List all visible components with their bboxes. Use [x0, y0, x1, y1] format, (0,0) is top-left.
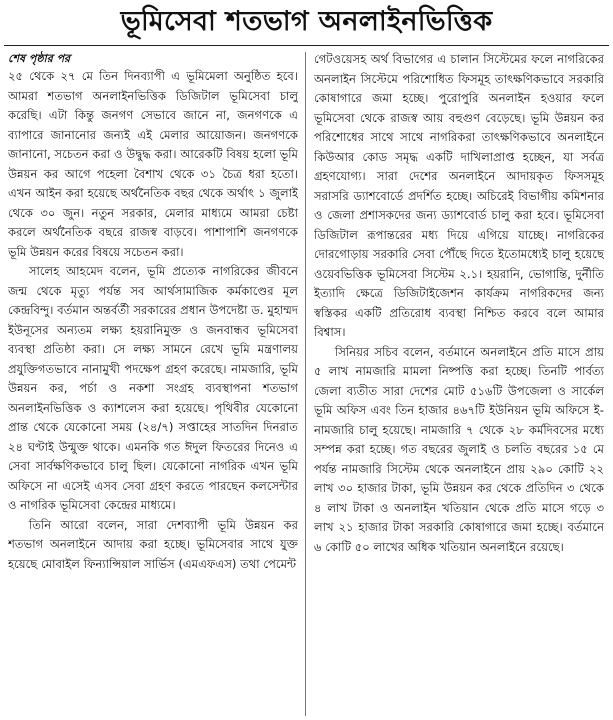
continued-label: শেষ পৃষ্ঠার পর — [8, 52, 71, 65]
paragraph-right-1: গেটওয়েসহ অর্থ বিভাগের এ চালান সিস্টেমের ফলে নাগরিকের অনলাইন সিস্টেমে পরিশোধিত ফিসমূহ তাৎক্ষণিকভাবে সরকারি কোষাগারে জমা হচ্ছে। পুরোপুরি অনলাইন হওয়ার ফলে ভূমিসেবা থেকে রাজস্ব আয় বহুগুণ বেড়েছে। ভূমি উন্নয়ন কর পরিশোধের সাথে সাথে নাগরিকরা তাৎক্ষণিকভাবে অনলাইনে কিউআর কোড সমৃদ্ধ একটি দাখিলাপ্রাপ্ত হচ্ছেন, যা সর্বত্র গ্রহণযোগ্য। সারা দেশের অনলাইনে আদায়কৃত ফিসসমূহ সরাসরি ড্যাশবোর্ডে প্রদর্শিত হচ্ছে। অচিরেই বিভাগীয় কমিশনার ও জেলা প্রশাসকদের জন্য ড্যাশবোর্ড চালু করা হবে। ভূমিসেবা ডিজিটাল রূপান্তরের মধ্য দিয়ে এগিয়ে যাচ্ছে। নাগরিকের দোরগোড়ায় সরকারি সেবা পৌঁছে দিতে ইতোমধ্যেই চালু হয়েছে ওয়েবভিত্তিক ভূমিসেবা সিস্টেম ২.১। হয়রানি, ভোগান্তি, দুর্নীতি ইত্যাদি ক্ষেত্রে ডিজিটাইজেশন কার্যক্রম নাগরিকদের জন্য স্বস্তিকর একটি প্রতিরোধ ব্যবস্থা নিশ্চিত করবে বলে আমার বিশ্বাস। — [314, 52, 604, 339]
headline: ভূমিসেবা শতভাগ অনলাইনভিত্তিক — [120, 6, 493, 37]
article-column-left — [8, 50, 298, 718]
column-divider — [305, 52, 306, 716]
headline-rule — [4, 45, 609, 46]
paragraph-left-3: তিনি আরো বলেন, সারা দেশব্যাপী ভূমি উন্নয়ন কর শতভাগ অনলাইনে আদায় করা হচ্ছে। ভূমিসেবার সাথে যুক্ত হয়েছে মোবাইল ফিন্যান্সিয়াল সার্ভিস (এমএফএস) তথা পেমেন্ট — [8, 517, 298, 571]
paragraph-right-2: সিনিয়র সচিব বলেন, বর্তমানে অনলাইনে প্রতি মাসে প্রায় ৫ লাখ নামজারি মামলা নিষ্পত্তি করা হচ্ছে। তিনটি পার্বত্য জেলা ব্যতীত সারা দেশের মোট ৫১৬টি উপজেলা ও সার্কেল ভূমি অফিস এবং তিন হাজার ৪৬৭টি ইউনিয়ন ভূমি অফিসে ই-নামজারি চালু হয়েছে। নামজারি ৭ থেকে ২৮ কর্মদিবসের মধ্যে সম্পন্ন করা হচ্ছে। গত বছরের জুলাই ও চলতি বছরের ১৫ মে পর্যন্ত নামজারি সিস্টেম থেকে অনলাইনে প্রায় ২৯০ কোটি ২২ লাখ ৩০ হাজার টাকা, ভূমি উন্নয়ন কর থেকে প্রতিদিন ৩ থেকে ৪ লাখ টাকা ও অনলাইন খতিয়ান থেকে প্রতি মাসে গড়ে ৩ লাখ ২১ হাজার টাকা সরকারি কোষাগারে জমা হচ্ছে। বর্তমানে ৬ কোটি ৫০ লাখের অধিক খতিয়ান অনলাইনে রয়েছে। — [314, 344, 604, 554]
paragraph-left-2: সালেহ আহমেদ বলেন, ভূমি প্রত্যেক নাগরিকের জীবনে জন্ম থেকে মৃত্যু পর্যন্ত সব আর্থসামাজিক কর্মকাণ্ডের মূল কেন্দ্রবিন্দু। বর্তমান অন্তর্বর্তী সরকারের প্রধান উপদেষ্টা ড. মুহাম্মদ ইউনূসের অন্যতম লক্ষ্য হয়রানিমুক্ত ও জনবান্ধব ভূমিসেবা ব্যবস্থা প্রতিষ্ঠা করা। সে লক্ষ্য সামনে রেখে ভূমি মন্ত্রণালয় প্রযুক্তিগতভাবে নানামুখী পদক্ষেপ গ্রহণ করেছে। নামজারি, ভূমি উন্নয়ন কর, পর্চা ও নকশা সংগ্রহ ব্যবস্থাপনা শতভাগ অনলাইনভিত্তিক ও ক্যাশলেস করা হয়েছে। পৃথিবীর যেকোনো প্রান্ত থেকে যেকোনো সময় (২৪/৭) সপ্তাহের সাতদিন দিনরাত ২৪ ঘণ্টাই উন্মুক্ত থাকে। এমনকি গত ঈদুল ফিতরের দিনেও এ সেবা সার্বক্ষণিকভাবে চালু ছিল। যেকোনো নাগরিক এখন ভূমি অফিসে না এসেই এসব সেবা গ্রহণ করতে পারছেন কলসেন্টার ও নাগরিক ভূমিসেবা কেন্দ্রের মাধ্যমে। — [8, 264, 298, 512]
paragraph-left-1: ২৫ থেকে ২৭ মে তিন দিনব্যাপী এ ভূমিমেলা অনুষ্ঠিত হবে। আমরা শতভাগ অনলাইনভিত্তিক ডিজিটাল ভূমিসেবা চালু করেছি। এটা কিন্তু জনগণ সেভাবে জানে না, জনগণকে এ ব্যাপারে জানানোর জন্যই এই মেলার আয়োজন। জনগণকে জানানো, সচেতন করা ও উদ্বুদ্ধ করা। আরেকটি বিষয় হলো ভূমি উন্নয়ন কর আগে পহেলা বৈশাখ থেকে ৩১ চৈত্র ধরা হতো। এখন আইন করা হয়েছে অর্থনৈতিক বছর থেকে অর্থাৎ ১ জুলাই থেকে ৩০ জুন। নতুন সরকার, মেলার মাধ্যমে আমরা চেষ্টা করলে অর্থনৈতিক বছরে রাজস্ব বাড়বে। পাশাপাশি জনগণকে ভূমি উন্নয়ন করের বিষয়ে সচেতন করা। — [8, 69, 298, 259]
article-column-right — [314, 50, 604, 718]
